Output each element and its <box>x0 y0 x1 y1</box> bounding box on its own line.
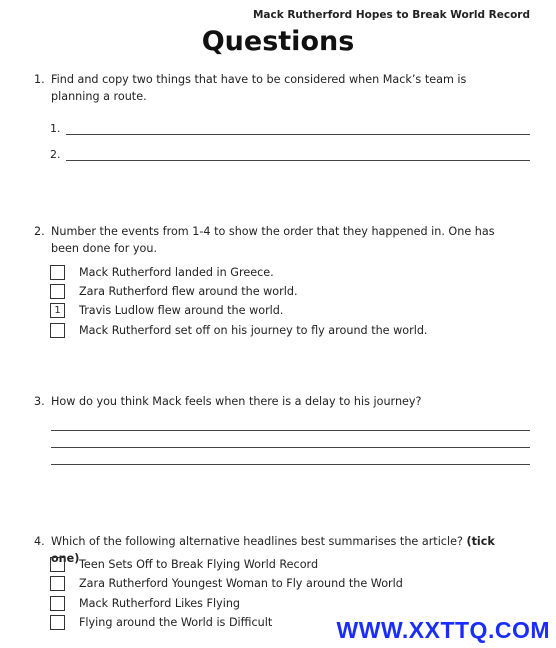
tick-box[interactable] <box>50 576 65 591</box>
tick-box[interactable] <box>50 557 65 572</box>
question-2 <box>34 223 504 257</box>
writing-line <box>66 134 530 135</box>
watermark: WWW.XXTTQ.COM <box>336 617 550 643</box>
question-text: How do you think Mack feels when there is a delay to his journey? <box>51 395 422 408</box>
question-number: 1. <box>34 73 45 86</box>
question-number: 4. <box>34 535 45 548</box>
ordering-item-text: Travis Ludlow flew around the world. <box>79 304 284 317</box>
answer-line-2[interactable] <box>50 148 530 164</box>
question-text: Which of the following alternative headlines best summarises the article? <box>51 535 463 548</box>
answer-line[interactable] <box>51 464 530 465</box>
ordering-item-text: Mack Rutherford set off on his journey to fly around the world. <box>79 324 428 337</box>
question-1 <box>34 71 504 105</box>
page-title: Questions <box>201 26 355 57</box>
headline-option-text: Teen Sets Off to Break Flying World Record <box>79 558 319 571</box>
tick-box[interactable] <box>50 596 65 611</box>
answer-line[interactable] <box>51 430 530 431</box>
headline-option-text: Flying around the World is Difficult <box>79 616 273 629</box>
question-3 <box>34 393 504 410</box>
order-number-box[interactable] <box>50 265 65 280</box>
instruction-tick-one: (tick one) <box>51 535 495 565</box>
question-text: Find and copy two things that have to be considered when Mack’s team is planning a route. <box>51 73 467 103</box>
ordering-item-text: Zara Rutherford flew around the world. <box>79 285 298 298</box>
headline-option-text: Zara Rutherford Youngest Woman to Fly around the World <box>79 577 403 590</box>
order-number-box[interactable] <box>50 323 65 338</box>
answer-label: 1. <box>50 122 61 135</box>
tick-box[interactable] <box>50 615 65 630</box>
ordering-item-text: Mack Rutherford landed in Greece. <box>79 266 274 279</box>
writing-line <box>66 160 530 161</box>
answer-line-1[interactable] <box>50 122 530 138</box>
question-number: 3. <box>34 395 45 408</box>
order-number-box[interactable] <box>50 284 65 299</box>
question-text: Number the events from 1-4 to show the order that they happened in. One has been done for you. <box>51 225 495 255</box>
order-number-box[interactable]: 1 <box>50 303 65 318</box>
answer-line[interactable] <box>51 447 530 448</box>
headline-option-text: Mack Rutherford Likes Flying <box>79 597 241 610</box>
worksheet-header: Mack Rutherford Hopes to Break World Record <box>252 9 530 21</box>
question-number: 2. <box>34 225 45 238</box>
answer-label: 2. <box>50 148 61 161</box>
